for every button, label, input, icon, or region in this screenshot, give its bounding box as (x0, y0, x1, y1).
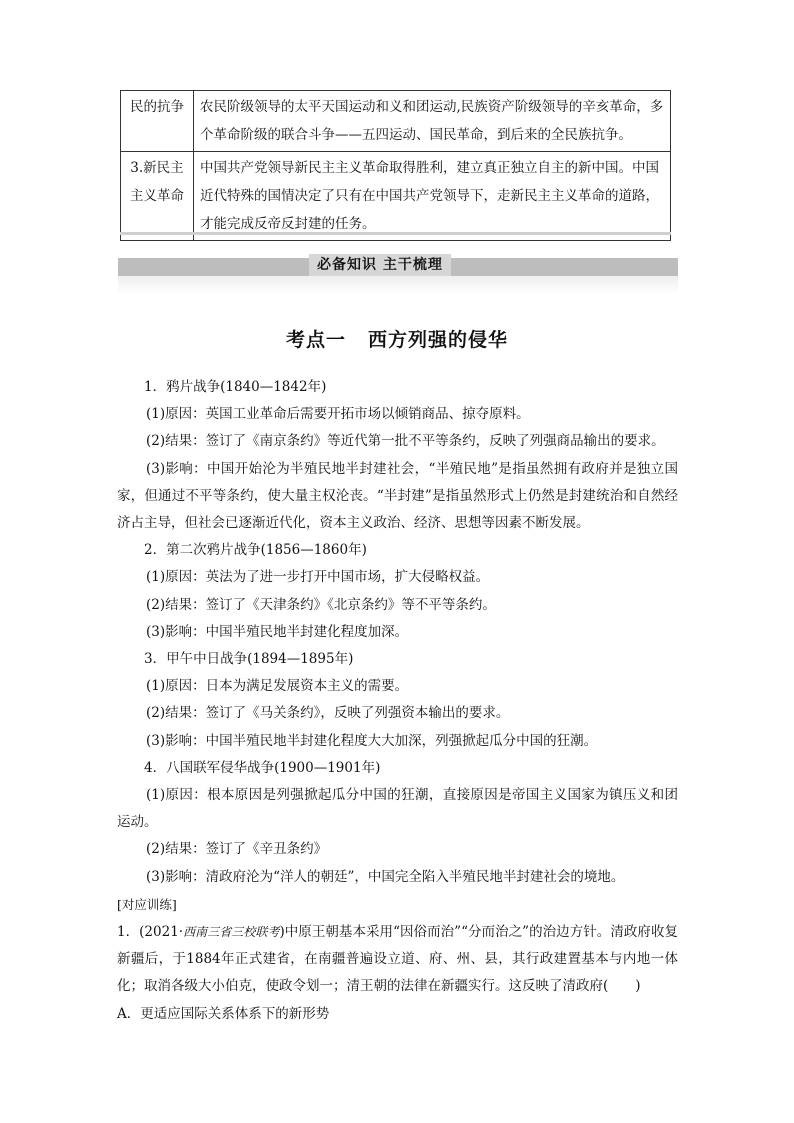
war-heading: 1．鸦片战争(1840—1842年) (144, 379, 327, 395)
war-impact: (3)影响：中国半殖民地半封建化程度加深。 (146, 623, 409, 640)
war-cause: (1)原因：英国工业革命后需要开拓市场以倾销商品、掠夺原料。 (146, 406, 530, 423)
section-title (0, 325, 794, 352)
war-result: (2)结果：签订了《马关条约》，反映了列强资本输出的要求。 (146, 705, 510, 722)
training-tag: [对应训练] (117, 896, 177, 912)
question-text: )中原王朝基本采用“因俗而治”“分而治之”的治边方针。清政府收复新疆后，于1884年正式建省，在南疆普遍设立道、府、州、县，其行政建置基本与内地一体化；取消各级大小伯克，使政令划一；清王朝的法律在新疆实行。这反映了清政府( ) (117, 924, 678, 995)
war-result: (2)结果：签订了《南京条约》等近代第一批不平等条约，反映了列强商品输出的要求。 (146, 433, 665, 450)
war-cause: (1)原因：日本为满足发展资本主义的需要。 (146, 678, 409, 695)
table-shadow (120, 232, 671, 235)
training-question (117, 919, 678, 1001)
war-cause: (1)原因：英法为了进一步打开中国市场，扩大侵略权益。 (146, 569, 490, 586)
question-number: 1．(2021· (117, 924, 184, 941)
table-row-content: 中国共产党领导新民主主义革命取得胜利，建立真正独立自主的新中国。中国近代特殊的国情决定了只有在中国共产党领导下，走新民主主义革命的道路，才能完成反帝反封建的任务。 (194, 152, 671, 241)
question-source: 西南三省三校联考 (183, 925, 280, 940)
table-row (121, 91, 671, 152)
section-banner-label: 必备知识 主干梳理 (309, 254, 451, 276)
war-heading: 2．第二次鸦片战争(1856—1860年) (144, 542, 367, 559)
war-result: (2)结果：签订了《天津条约》《北京条约》等不平等条约。 (146, 596, 496, 613)
section-title-text: 西方列强的侵华 (368, 329, 509, 351)
section-title-prefix: 考点一 (285, 329, 346, 351)
option-a: A．更适应国际关系体系下的新形势 (117, 1005, 330, 1022)
section-banner-fade (118, 276, 678, 294)
table-row (121, 152, 671, 241)
table-row-label: 3.新民主主义革命 (121, 152, 194, 241)
war-heading: 4．八国联军侵华战争(1900—1901年) (144, 759, 381, 776)
intro-table (120, 90, 671, 241)
war-impact: (3)影响：中国半殖民地半封建化程度大大加深，列强掀起瓜分中国的狂潮。 (146, 732, 598, 749)
war-impact: (3)影响：清政府沦为“洋人的朝廷”，中国完全陷入半殖民地半封建社会的境地。 (146, 868, 625, 885)
war-heading: 3．甲午中日战争(1894—1895年) (144, 651, 354, 668)
table-row-label: 民的抗争 (121, 91, 194, 152)
content-body (117, 374, 678, 1028)
war-result: (2)结果：签订了《辛丑条约》 (146, 841, 328, 858)
war-impact: (3)影响：中国开始沦为半殖民地半封建社会，“半殖民地”是指虽然拥有政府并是独立国家，但通过不平等条约，使大量主权沦丧。“半封建”是指虽然形式上仍然是封建统治和自然经济占主导，但社会已逐渐近代化，资本主义政治、经济、思想等因素不断发展。 (117, 460, 678, 532)
table-row-content: 农民阶级领导的太平天国运动和义和团运动,民族资产阶级领导的辛亥革命，多个革命阶级的联合斗争——五四运动、国民革命，到后来的全民族抗争。 (194, 91, 671, 152)
war-cause: (1)原因：根本原因是列强掀起瓜分中国的狂潮，直接原因是帝国主义国家为镇压义和团运动。 (117, 787, 678, 831)
